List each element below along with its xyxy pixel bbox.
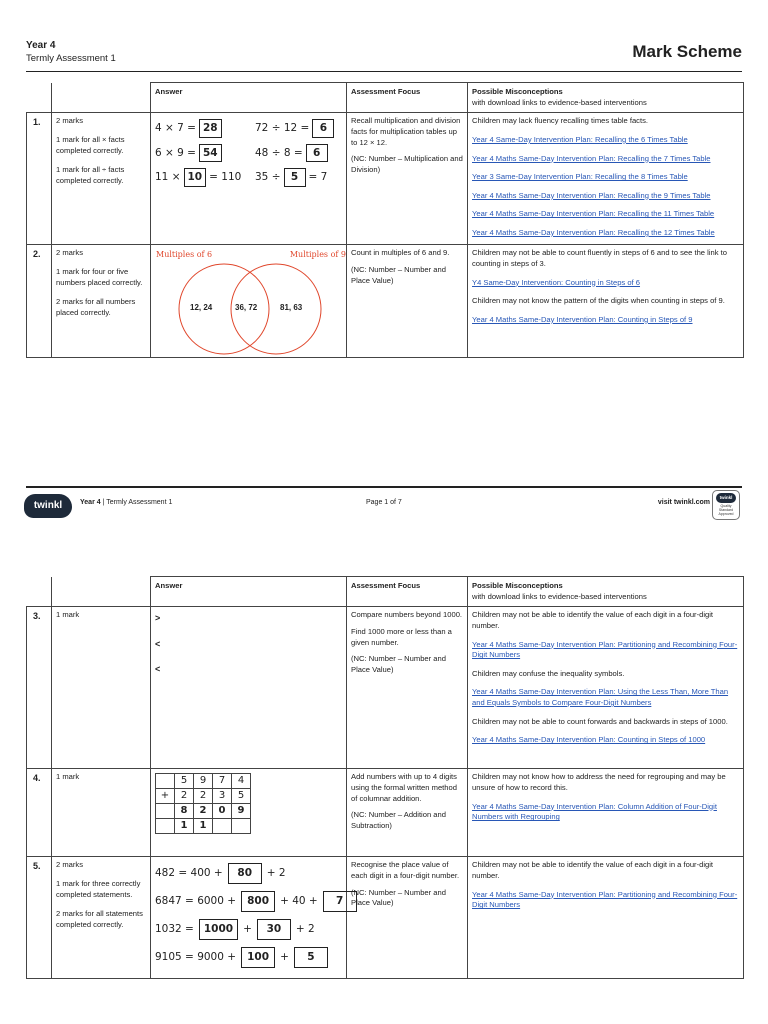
answer-cell: [151, 769, 347, 857]
equation: 72 ÷ 12 = 6: [255, 119, 345, 138]
answer-symbol: <: [155, 664, 161, 675]
answer-symbol: <: [155, 638, 161, 649]
place-value-statement: 9105 = 9000 + 100 + 5: [155, 943, 342, 971]
mark-scheme-table-2: [26, 576, 744, 979]
marks-cell: 1 mark: [52, 607, 151, 769]
col-header-focus: Assessment Focus: [347, 577, 468, 607]
misconceptions-cell: Children may not be able to identify the value of each digit in a four-digit number. Year 4 Maths Same-Day Intervention Plan: Partitioning and Recombining Four-Digit Numbers Children may confuse the inequality symbols. Year 4 Maths Same-Day Intervention Plan: Using the Less Than, More Than and Equals Symbols to Compare Four-Digit Numbers Children may not be able to count forwards and backwards in steps of 1000. Year 4 Maths Same-Day Intervention Plan: Counting in Steps of 1000: [468, 607, 744, 769]
quality-badge-icon: twinkl Quality Standard Approved: [712, 490, 740, 520]
misconceptions-cell: Children may lack fluency recalling times table facts. Year 4 Same-Day Intervention Plan: Recalling the 6 Times Table Year 4 Maths Same-Day Intervention Plan: Recalling the 7 Times Table Year 3 Same-Day Intervention Plan: Recalling the 8 Times Table Year 4 Maths Same-Day Intervention Plan: Recalling the 9 Times Table Year 4 Maths Same-Day Intervention Plan: Recalling the 11 Times Table Year 4 Maths Same-Day Intervention Plan: Recalling the 12 Times Table: [468, 113, 744, 245]
place-value-statement: 1032 = 1000 + 30 + 2: [155, 915, 342, 943]
marks-cell: 2 marks 1 mark for three correctly completed statements. 2 marks for all statements completed correctly.: [52, 857, 151, 979]
footer-label: Year 4 | Termly Assessment 1: [80, 499, 173, 506]
col-header-answer: Answer: [151, 83, 347, 113]
intervention-link[interactable]: Year 3 Same-Day Intervention Plan: Recalling the 8 Times Table: [472, 172, 688, 182]
answer-box: 54: [199, 144, 222, 163]
equation: 11 × 10 = 110: [155, 168, 255, 187]
intervention-link[interactable]: Year 4 Maths Same-Day Intervention Plan: Counting in Steps of 1000: [472, 735, 706, 745]
intervention-link[interactable]: Year 4 Maths Same-Day Intervention Plan: Column Addition of Four-Digit Numbers with Regrouping: [472, 801, 717, 822]
table-header-row: [27, 577, 744, 607]
equation: 6 × 9 = 54: [155, 144, 255, 163]
question-row-2: [27, 245, 744, 358]
header-divider: [26, 71, 742, 72]
focus-cell: Recognise the place value of each digit in a four-digit number. (NC: Number – Number and Place Value): [347, 857, 468, 979]
question-row-5: [27, 857, 744, 979]
question-number: 5.: [27, 857, 52, 979]
intervention-link[interactable]: Year 4 Maths Same-Day Intervention Plan: Recalling the 11 Times Table: [472, 209, 715, 219]
equation: 48 ÷ 8 = 6: [255, 144, 345, 163]
misconceptions-cell: Children may not be able to count fluently in steps of 6 and to see the link to counting in steps of 3. Y4 Same-Day Intervention: Counting in Steps of 6 Children may not know the pattern of the digits when counting in steps of 9. Year 4 Maths Same-Day Intervention Plan: Counting in Steps of 9: [468, 245, 744, 358]
place-value-statement: 6847 = 6000 + 800 + 40 + 7: [155, 887, 342, 915]
answer-box: 6: [306, 144, 328, 163]
place-value-statement: 482 = 400 + 80 + 2: [155, 859, 342, 887]
twinkl-logo: twinkl: [24, 494, 72, 518]
header-subtitle: Termly Assessment 1: [26, 53, 116, 64]
answer-cell: [151, 245, 347, 358]
question-number: 3.: [27, 607, 52, 769]
venn-right-label: Multiples of 9: [289, 250, 346, 260]
venn-diagram: [154, 247, 344, 355]
venn-middle-values: 36, 72: [235, 303, 258, 313]
question-row-1: [27, 113, 744, 245]
answer-box: 28: [199, 119, 222, 138]
intervention-link[interactable]: Year 4 Maths Same-Day Intervention Plan: Partitioning and Recombining Four-Digit Numbers: [472, 639, 738, 660]
question-row-3: [27, 607, 744, 769]
page-title: Mark Scheme: [632, 42, 742, 61]
venn-left-values: 12, 24: [190, 303, 213, 313]
marks-cell: 1 mark: [52, 769, 151, 857]
marks-cell: 2 marks 1 mark for all × facts completed correctly. 1 mark for all ÷ facts completed correctly.: [52, 113, 151, 245]
equation: 35 ÷ 5 = 7: [255, 168, 345, 187]
answer-box: 5: [284, 168, 306, 187]
column-addition-grid: 5 9 7 4 + 2 2 3 5 8 2 0 9 1 1: [155, 773, 251, 834]
answer-cell: [151, 113, 347, 245]
question-number: 4.: [27, 769, 52, 857]
question-number: 2.: [27, 245, 52, 358]
intervention-link[interactable]: Year 4 Maths Same-Day Intervention Plan: Partitioning and Recombining Four-Digit Numbers: [472, 889, 738, 910]
answer-box: 10: [184, 168, 207, 187]
marks-cell: 2 marks 1 mark for four or five numbers placed correctly. 2 marks for all numbers placed correctly.: [52, 245, 151, 358]
equation: 4 × 7 = 28: [155, 119, 255, 138]
focus-cell: Compare numbers beyond 1000. Find 1000 more or less than a given number. (NC: Number – Number and Place Value): [347, 607, 468, 769]
misconceptions-cell: Children may not be able to identify the value of each digit in a four-digit number. Year 4 Maths Same-Day Intervention Plan: Partitioning and Recombining Four-Digit Numbers: [468, 857, 744, 979]
focus-cell: Count in multiples of 6 and 9. (NC: Number – Number and Place Value): [347, 245, 468, 358]
focus-cell: Recall multiplication and division facts for multiplication tables up to 12 × 12. (NC: Number – Multiplication and Division): [347, 113, 468, 245]
question-row-4: [27, 769, 744, 857]
answer-box: 6: [312, 119, 334, 138]
intervention-link[interactable]: Year 4 Maths Same-Day Intervention Plan: Recalling the 7 Times Table: [472, 153, 711, 163]
intervention-link[interactable]: Year 4 Maths Same-Day Intervention Plan: Recalling the 12 Times Table: [472, 228, 715, 237]
intervention-link[interactable]: Year 4 Maths Same-Day Intervention Plan: Counting in Steps of 9: [472, 314, 693, 324]
intervention-link[interactable]: Year 4 Same-Day Intervention Plan: Recalling the 6 Times Table: [472, 134, 688, 144]
intervention-link[interactable]: Year 4 Maths Same-Day Intervention Plan: Recalling the 9 Times Table: [472, 190, 711, 200]
answer-symbol: >: [155, 613, 161, 624]
footer-divider: [26, 486, 742, 488]
mark-scheme-table-1: [26, 82, 744, 358]
focus-cell: Add numbers with up to 4 digits using the formal written method of columnar addition. (NC: Number – Addition and Subtraction): [347, 769, 468, 857]
intervention-link[interactable]: Year 4 Maths Same-Day Intervention Plan: Using the Less Than, More Than and Equals Symbols to Compare Four-Digit Numbers: [472, 687, 729, 707]
header-year: Year 4: [26, 40, 56, 51]
col-header-focus: Assessment Focus: [347, 83, 468, 113]
answer-cell: [151, 857, 347, 979]
question-number: 1.: [27, 113, 52, 245]
intervention-link[interactable]: Y4 Same-Day Intervention: Counting in Steps of 6: [472, 277, 641, 287]
venn-right-values: 81, 63: [280, 303, 303, 313]
col-header-misconceptions: Possible Misconceptions with download links to evidence-based interventions: [468, 577, 744, 607]
venn-left-label: Multiples of 6: [156, 250, 213, 260]
footer-website: visit twinkl.com: [657, 499, 710, 506]
answer-cell: [151, 607, 347, 769]
col-header-answer: Answer: [151, 577, 347, 607]
table-header-row: [27, 83, 744, 113]
page-number: Page 1 of 7: [366, 499, 402, 506]
col-header-misconceptions: Possible Misconceptions with download links to evidence-based interventions: [468, 83, 744, 113]
misconceptions-cell: Children may not know how to address the need for regrouping and may be unsure of how to record this. Year 4 Maths Same-Day Intervention Plan: Column Addition of Four-Digit Numbers with Regrouping: [468, 769, 744, 857]
